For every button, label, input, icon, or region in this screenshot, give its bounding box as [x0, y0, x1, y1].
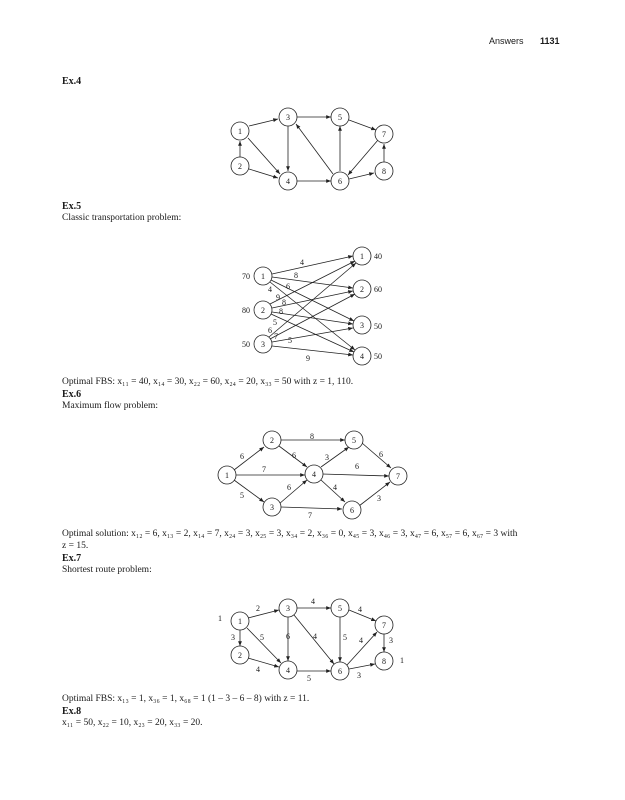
svg-text:1: 1 — [261, 272, 265, 281]
svg-text:3: 3 — [389, 636, 393, 645]
svg-text:40: 40 — [374, 252, 382, 261]
svg-text:5: 5 — [338, 604, 342, 613]
svg-text:9: 9 — [306, 354, 310, 363]
ex8-label: Ex.8 — [62, 706, 82, 717]
svg-text:6: 6 — [287, 483, 291, 492]
ex5-label: Ex.5 — [62, 201, 82, 212]
ex7-node-2 — [231, 646, 249, 664]
svg-text:8: 8 — [382, 167, 386, 176]
svg-text:50: 50 — [374, 322, 382, 331]
svg-text:6: 6 — [338, 177, 342, 186]
ex7-node-1 — [231, 612, 249, 630]
svg-text:5: 5 — [343, 633, 347, 642]
svg-text:5: 5 — [307, 674, 311, 683]
svg-text:2: 2 — [238, 162, 242, 171]
svg-text:7: 7 — [308, 511, 312, 520]
svg-text:3: 3 — [377, 494, 381, 503]
svg-text:8: 8 — [294, 271, 298, 280]
svg-text:7: 7 — [262, 465, 266, 474]
svg-text:1: 1 — [400, 656, 404, 665]
ex7-node-6 — [331, 662, 349, 680]
svg-text:6: 6 — [379, 450, 383, 459]
svg-text:3: 3 — [270, 503, 274, 512]
svg-text:1: 1 — [225, 471, 229, 480]
svg-text:1: 1 — [360, 252, 364, 261]
ex7-node-5 — [331, 599, 349, 617]
svg-text:5: 5 — [288, 336, 292, 345]
svg-text:4: 4 — [313, 632, 317, 641]
svg-text:3: 3 — [357, 671, 361, 680]
svg-text:6: 6 — [292, 451, 296, 460]
svg-text:2: 2 — [261, 306, 265, 315]
svg-text:50: 50 — [374, 352, 382, 361]
svg-text:7: 7 — [382, 621, 386, 630]
svg-text:4: 4 — [358, 605, 362, 614]
ex6-label: Ex.6 — [62, 389, 82, 400]
ex6-result-line2: z = 15. — [62, 541, 89, 551]
svg-text:4: 4 — [268, 285, 272, 294]
svg-text:3: 3 — [360, 321, 364, 330]
svg-text:6: 6 — [240, 452, 244, 461]
svg-text:3: 3 — [286, 113, 290, 122]
ex7-subtitle: Shortest route problem: — [62, 565, 152, 575]
ex7-node-7 — [375, 616, 393, 634]
svg-text:3: 3 — [231, 633, 235, 642]
svg-text:5: 5 — [260, 633, 264, 642]
ex7-node-3 — [279, 599, 297, 617]
svg-text:6: 6 — [268, 326, 272, 335]
running-header-section: Answers — [489, 36, 524, 46]
svg-text:4: 4 — [286, 177, 290, 186]
svg-text:6: 6 — [286, 282, 290, 291]
svg-text:8: 8 — [310, 432, 314, 441]
svg-text:3: 3 — [286, 604, 290, 613]
svg-text:6: 6 — [286, 632, 290, 641]
svg-text:5: 5 — [352, 436, 356, 445]
svg-text:4: 4 — [333, 483, 337, 492]
svg-text:7: 7 — [274, 332, 278, 341]
svg-text:80: 80 — [242, 306, 250, 315]
svg-text:4: 4 — [256, 665, 260, 674]
svg-text:2: 2 — [238, 651, 242, 660]
svg-text:4: 4 — [312, 470, 316, 479]
svg-text:1: 1 — [238, 617, 242, 626]
ex7-result: Optimal FBS: x₁₃ = 1, x₃₆ = 1, x₆₈ = 1 (1 – 3 – 6 – 8) with z = 11. — [62, 694, 310, 704]
svg-text:5: 5 — [273, 318, 277, 327]
svg-text:6: 6 — [338, 667, 342, 676]
ex6-result-line1: Optimal solution: x₁₂ = 6, x₁₃ = 2, x₁₄ = 7, x₂₄ = 3, x₂₅ = 3, x₃₄ = 2, x₃₆ = 0, x₄₅ = 3, x₄₆ = 3, x₄₇ = 6, x₅₇ = 6, x₆₇ = 3 with — [62, 529, 518, 539]
ex6-subtitle: Maximum flow problem: — [62, 401, 159, 411]
ex4-label: Ex.4 — [62, 76, 82, 87]
svg-text:50: 50 — [242, 340, 250, 349]
ex5-result: Optimal FBS: x₁₁ = 40, x₁₄ = 30, x₂₂ = 60, x₂₄ = 20, x₃₃ = 50 with z = 1, 110. — [62, 377, 354, 387]
svg-text:7: 7 — [396, 472, 400, 481]
svg-text:9: 9 — [276, 293, 280, 302]
svg-text:6: 6 — [350, 506, 354, 515]
svg-text:8: 8 — [282, 298, 286, 307]
svg-text:4: 4 — [311, 597, 315, 606]
svg-text:2: 2 — [360, 285, 364, 294]
ex7-node-4 — [279, 661, 297, 679]
svg-text:4: 4 — [286, 666, 290, 675]
svg-text:3: 3 — [325, 453, 329, 462]
svg-text:60: 60 — [374, 285, 382, 294]
ex8-result: x₁₁ = 50, x₂₂ = 10, x₂₃ = 20, x₃₃ = 20. — [62, 718, 203, 728]
svg-text:8: 8 — [382, 657, 386, 666]
svg-text:5: 5 — [338, 113, 342, 122]
svg-text:8: 8 — [279, 307, 283, 316]
svg-text:4: 4 — [360, 352, 364, 361]
svg-text:4: 4 — [300, 258, 304, 267]
svg-text:5: 5 — [240, 491, 244, 500]
svg-text:1: 1 — [218, 614, 222, 623]
svg-text:4: 4 — [359, 636, 363, 645]
ex7-node-8 — [375, 652, 393, 670]
ex5-subtitle: Classic transportation problem: — [62, 213, 182, 223]
page-number: 1131 — [540, 36, 560, 46]
svg-text:1: 1 — [238, 127, 242, 136]
svg-text:7: 7 — [382, 130, 386, 139]
svg-text:2: 2 — [256, 604, 260, 613]
svg-text:2: 2 — [270, 436, 274, 445]
svg-text:70: 70 — [242, 272, 250, 281]
svg-text:6: 6 — [355, 462, 359, 471]
ex7-label: Ex.7 — [62, 553, 82, 564]
svg-text:3: 3 — [261, 340, 265, 349]
